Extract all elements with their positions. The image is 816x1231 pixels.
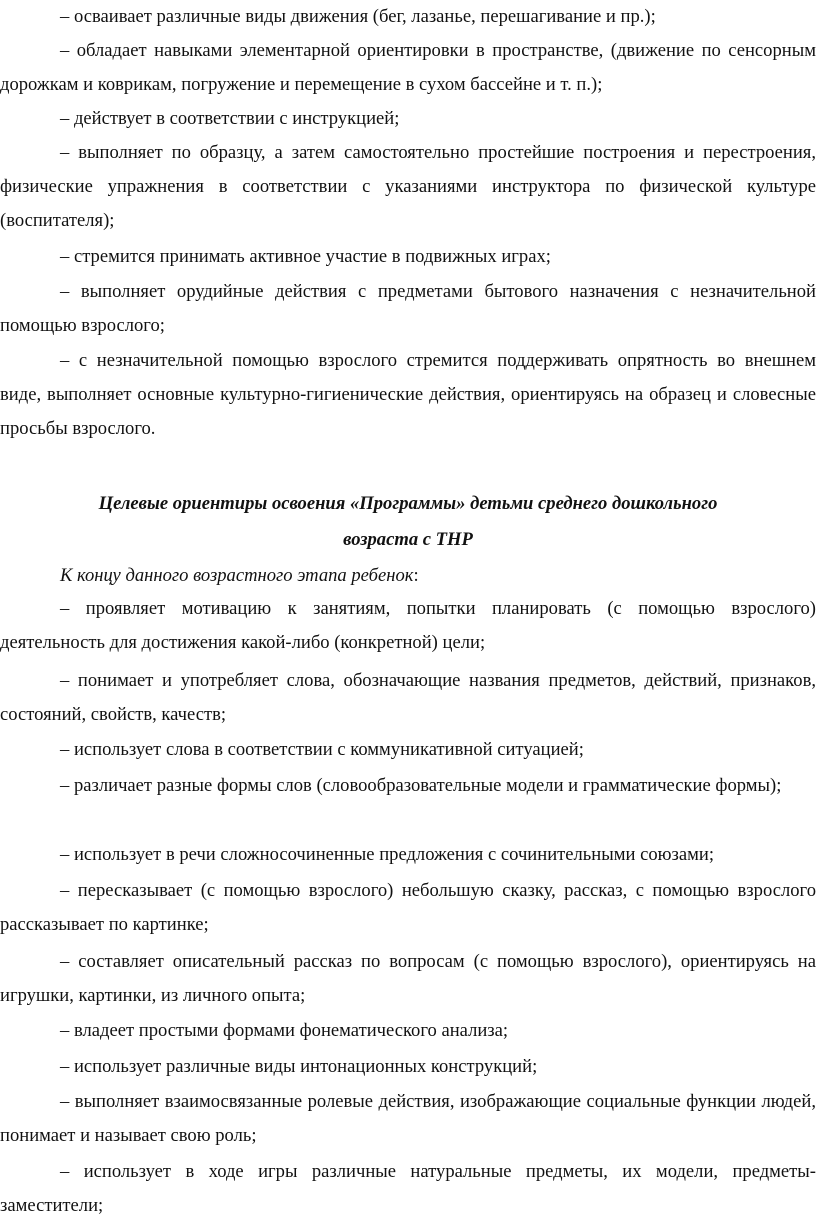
list-item: – проявляет мотивацию к занятиям, попытки планировать (с помощью взрослого) деятельность для достижения какой-либо (конкретной) цели;	[0, 598, 816, 653]
list-item: – выполняет по образцу, а затем самостоятельно простейшие построения и перестроения, физические упражнения в соответствии с указаниями инструктора по физической культуре (воспитателя);	[0, 142, 816, 231]
list-item: – использует в речи сложносочиненные предложения с сочинительными союзами;	[60, 844, 715, 865]
list-item: – с незначительной помощью взрослого стремится поддерживать опрятность во внешнем виде, выполняет основные культурно-гигиенические действия, ориентируясь на образец и словесные просьбы взрослого.	[0, 350, 816, 439]
section-intro	[0, 559, 816, 593]
section-heading-line-2: возраста с ТНР	[343, 529, 473, 550]
list-item: – различает разные формы слов (словообразовательные модели и грамматические формы);	[60, 775, 782, 796]
list-item: – выполняет взаимосвязанные ролевые действия, изображающие социальные функции людей, понимает и называет свою роль;	[0, 1091, 816, 1146]
list-item: – действует в соответствии с инструкцией;	[60, 108, 400, 129]
list-item: – составляет описательный рассказ по вопросам (с помощью взрослого), ориентируясь на игрушки, картинки, из личного опыта;	[0, 951, 816, 1006]
list-item: – использует различные виды интонационных конструкций;	[60, 1056, 538, 1077]
section-intro-text: К концу данного возрастного этапа ребенок	[60, 565, 414, 586]
list-item: – пересказывает (с помощью взрослого) небольшую сказку, рассказ, с помощью взрослого рассказывает по картинке;	[0, 880, 816, 935]
list-item: – использует слова в соответствии с коммуникативной ситуацией;	[60, 739, 584, 760]
list-item: – понимает и употребляет слова, обозначающие названия предметов, действий, признаков, состояний, свойств, качеств;	[0, 670, 816, 725]
list-item: – обладает навыками элементарной ориентировки в пространстве, (движение по сенсорным дорожкам и коврикам, погружение и перемещение в сухом бассейне и т. п.);	[0, 40, 816, 95]
section-intro-colon: :	[413, 565, 419, 586]
list-item: – осваивает различные виды движения (бег, лазанье, перешагивание и пр.);	[60, 6, 656, 27]
list-item: – использует в ходе игры различные натуральные предметы, их модели, предметы-заместители;	[0, 1161, 816, 1216]
list-item: – стремится принимать активное участие в подвижных играх;	[60, 246, 551, 267]
section-heading-line-1: Целевые ориентиры освоения «Программы» детьми среднего дошкольного	[98, 493, 718, 514]
list-item: – владеет простыми формами фонематического анализа;	[60, 1020, 509, 1041]
list-item: – выполняет орудийные действия с предметами бытового назначения с незначительной помощью взрослого;	[0, 281, 816, 336]
